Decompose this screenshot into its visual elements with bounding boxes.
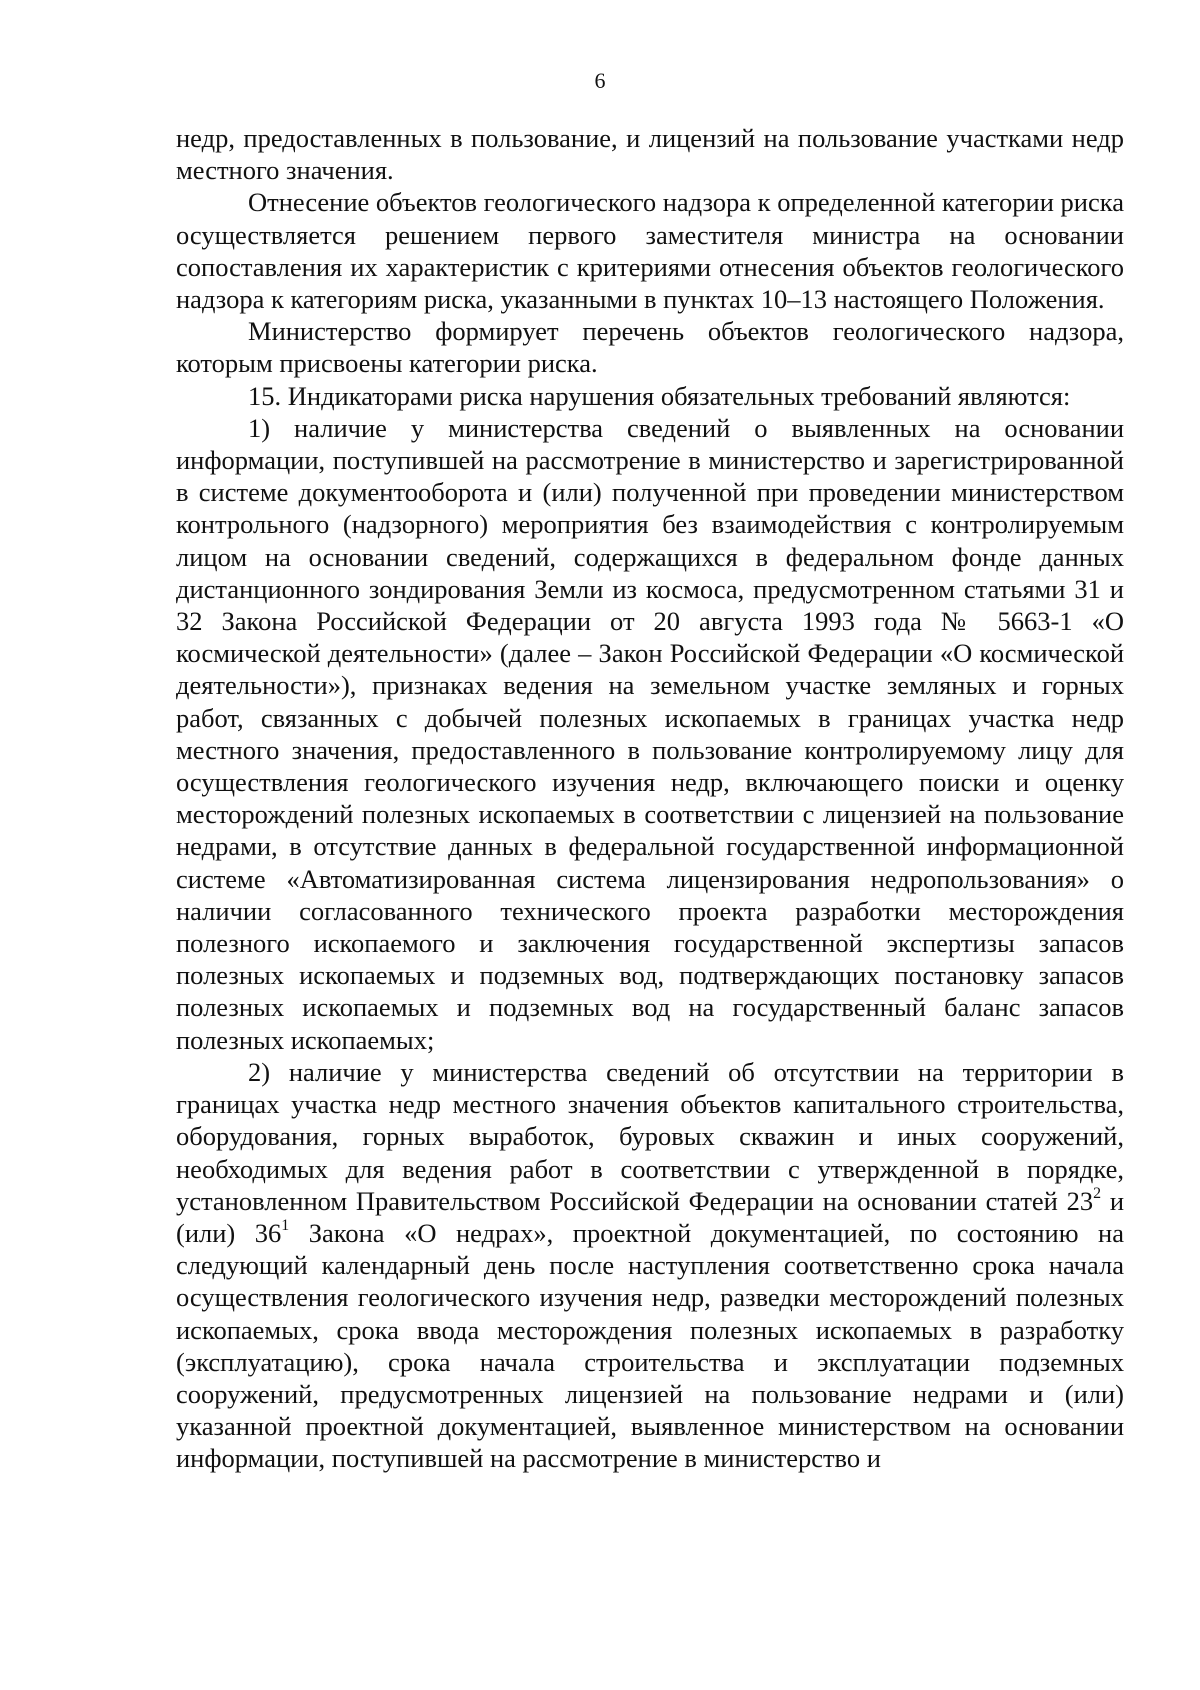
superscript-article-36: 1 [281, 1216, 290, 1234]
paragraph-risk-category-assignment: Отнесение объектов геологического надзора к определенной категории риска осуществляется решением первого заместителя министра на основании сопоставления их характеристик с критериями отнесения объектов геологического надзора к категориям риска, указанными в пунктах 10–13 настоящего Положения. [176, 187, 1124, 315]
page-number: 6 [594, 68, 606, 93]
superscript-article-23: 2 [1093, 1184, 1102, 1202]
paragraph-indicator-2 [176, 1056, 1124, 1475]
paragraph-objects-list: Министерство формирует перечень объектов геологического надзора, которым присвоены категории риска. [176, 316, 1124, 379]
indicator-2-text-part1: 2) наличие у министерства сведений об отсутствии на территории в границах участка недр местного значения объектов капитального строительства, оборудования, горных выработок, буровых скважин и иных сооружений, необходимых для ведения работ в соответствии с утвержденной в порядке, установленном Правительством Российской Федерации на основании статей 23 [176, 1056, 1124, 1216]
paragraph-continuation: недр, предоставленных в пользование, и лицензий на пользование участками недр местного значения. [176, 123, 1124, 186]
document-body [176, 122, 1124, 1475]
paragraph-indicator-1: 1) наличие у министерства сведений о выявленных на основании информации, поступившей на рассмотрение в министерство и зарегистрированной в системе документооборота и (или) полученной при проведении министерством контрольного (надзорного) мероприятия без взаимодействия с контролируемым лицом на основании сведений, содержащихся в федеральном фонде данных дистанционного зондирования Земли из космоса, предусмотренном статьями 31 и 32 Закона Российской Федерации от 20 августа 1993 года № 5663-1 «О космической деятельности» (далее – Закон Российской Федерации «О космической деятельности»), признаках ведения на земельном участке земляных и горных работ, связанных с добычей полезных ископаемых в границах участка недр местного значения, предоставленного в пользование контролируемому лицу для осуществления геологического изучения недр, включающего поиски и оценку месторождений полезных ископаемых в соответствии с лицензией на пользование недрами, в отсутствие данных в федеральной государственной информационной системе «Автоматизированная система лицензирования недропользования» о наличии согласованного технического проекта разработки месторождения полезного ископаемого и заключения государственной экспертизы запасов полезных ископаемых и подземных вод, подтверждающих постановку запасов полезных ископаемых и подземных вод на государственный баланс запасов полезных ископаемых; [176, 412, 1124, 1055]
indicator-2-text-part3: Закона «О недрах», проектной документацией, по состоянию на следующий календарный день после наступления соответственно срока начала осуществления геологического изучения недр, разведки месторождений полезных ископаемых, срока ввода месторождения полезных ископаемых в разработку (эксплуатацию), срока начала строительства и эксплуатации подземных сооружений, предусмотренных лицензией на пользование недрами и (или) указанной проектной документацией, выявленное министерством на основании информации, поступившей на рассмотрение в министерство и [176, 1217, 1124, 1474]
paragraph-item-15-heading: 15. Индикаторами риска нарушения обязательных требований являются: [248, 380, 1071, 411]
indicator-2-text-part2: и (или) 36 [176, 1185, 1124, 1248]
